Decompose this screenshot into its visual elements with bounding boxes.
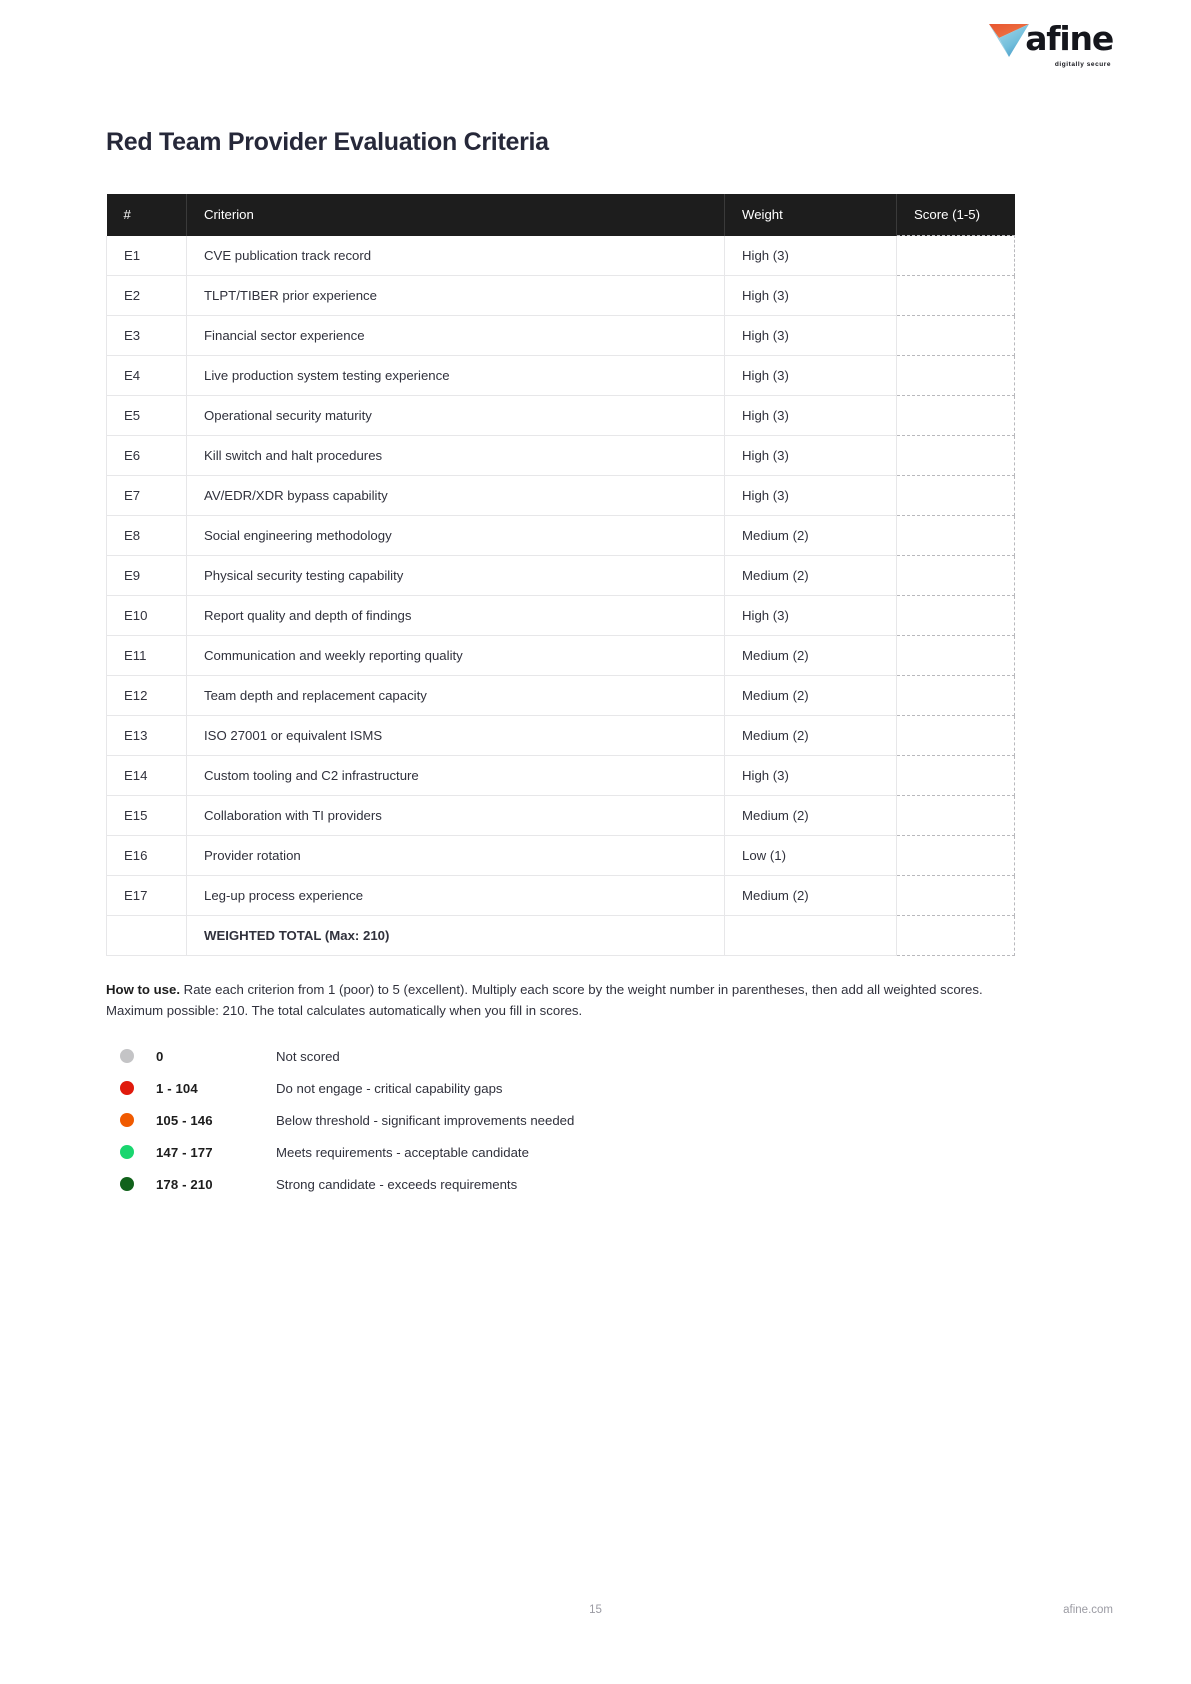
legend-item (114, 1168, 1014, 1200)
cell-criterion-text: Physical security testing capability (187, 555, 725, 595)
cell-criterion-text: Provider rotation (187, 835, 725, 875)
cell-weight: High (3) (725, 275, 897, 315)
score-legend (114, 1040, 1014, 1200)
table-row (107, 715, 1015, 755)
cell-weight: Medium (2) (725, 635, 897, 675)
cell-criterion-text: Live production system testing experience (187, 355, 725, 395)
legend-item (114, 1040, 1014, 1072)
cell-criterion-text: Leg-up process experience (187, 875, 725, 915)
table-row (107, 675, 1015, 715)
score-input-cell[interactable] (897, 355, 1015, 395)
legend-score-range: 1 - 104 (156, 1080, 198, 1096)
how-to-use-note (106, 979, 1006, 1022)
legend-score-range: 147 - 177 (156, 1144, 213, 1160)
legend-description: Meets requirements - acceptable candidate (276, 1144, 529, 1160)
cell-weight: High (3) (725, 475, 897, 515)
cell-criterion-text: Operational security maturity (187, 395, 725, 435)
cell-weight: High (3) (725, 755, 897, 795)
legend-description: Do not engage - critical capability gaps (276, 1080, 503, 1096)
cell-criterion-id: E6 (107, 435, 187, 475)
column-header-criterion: Criterion (187, 194, 725, 236)
score-input-cell[interactable] (897, 795, 1015, 835)
cell-criterion-text: Financial sector experience (187, 315, 725, 355)
cell-criterion-id: E3 (107, 315, 187, 355)
cell-criterion-id: E7 (107, 475, 187, 515)
table-header-row (107, 194, 1015, 236)
score-input-cell[interactable] (897, 315, 1015, 355)
legend-score-range: 0 (156, 1048, 164, 1064)
column-header-weight: Weight (725, 194, 897, 236)
cell-weight: High (3) (725, 435, 897, 475)
table-row (107, 635, 1015, 675)
cell-weight: High (3) (725, 355, 897, 395)
score-input-cell[interactable] (897, 595, 1015, 635)
cell-criterion-text: CVE publication track record (187, 236, 725, 276)
score-input-cell[interactable] (897, 515, 1015, 555)
evaluation-criteria-table (106, 194, 1015, 956)
score-input-cell[interactable] (897, 475, 1015, 515)
how-to-use-text: Rate each criterion from 1 (poor) to 5 (excellent). Multiply each score by the weight number in parentheses, then add all weighted scores. Maximum possible: 210. The total calculates automatically when you fill in scores. (106, 981, 983, 1018)
cell-total-weight (725, 915, 897, 955)
cell-criterion-id: E1 (107, 236, 187, 276)
table-row (107, 475, 1015, 515)
column-header-number: # (107, 194, 187, 236)
score-input-cell[interactable] (897, 675, 1015, 715)
legend-color-dot-icon (120, 1113, 134, 1127)
legend-description: Below threshold - significant improvements needed (276, 1112, 575, 1128)
how-to-use-label: How to use. (106, 981, 180, 997)
cell-criterion-id: E9 (107, 555, 187, 595)
cell-criterion-id: E5 (107, 395, 187, 435)
score-input-cell[interactable] (897, 555, 1015, 595)
cell-criterion-text: Kill switch and halt procedures (187, 435, 725, 475)
cell-criterion-id: E8 (107, 515, 187, 555)
cell-weight: Medium (2) (725, 555, 897, 595)
table-row (107, 395, 1015, 435)
score-input-cell[interactable] (897, 635, 1015, 675)
cell-weight: Low (1) (725, 835, 897, 875)
table-row (107, 275, 1015, 315)
table-row (107, 835, 1015, 875)
table-row (107, 236, 1015, 276)
cell-weight: Medium (2) (725, 675, 897, 715)
table-total-row (107, 915, 1015, 955)
legend-description: Not scored (276, 1048, 340, 1064)
cell-criterion-id: E10 (107, 595, 187, 635)
cell-weight: High (3) (725, 315, 897, 355)
score-input-cell[interactable] (897, 275, 1015, 315)
cell-weight: High (3) (725, 395, 897, 435)
page-footer (0, 1604, 1191, 1624)
logo-wordmark: afine (1025, 18, 1113, 58)
legend-color-dot-icon (120, 1177, 134, 1191)
cell-total-label: WEIGHTED TOTAL (Max: 210) (187, 915, 725, 955)
cell-criterion-text: Communication and weekly reporting quality (187, 635, 725, 675)
cell-criterion-id: E4 (107, 355, 187, 395)
legend-item (114, 1104, 1014, 1136)
score-input-cell[interactable] (897, 236, 1015, 276)
score-input-cell[interactable] (897, 395, 1015, 435)
table-header (107, 194, 1015, 236)
cell-criterion-id: E13 (107, 715, 187, 755)
page-title: Red Team Provider Evaluation Criteria (106, 128, 549, 156)
legend-score-range: 178 - 210 (156, 1176, 213, 1192)
column-header-score: Score (1-5) (897, 194, 1015, 236)
legend-color-dot-icon (120, 1049, 134, 1063)
legend-item (114, 1136, 1014, 1168)
table-body (107, 236, 1015, 956)
legend-color-dot-icon (120, 1145, 134, 1159)
cell-weight: High (3) (725, 236, 897, 276)
cell-weight: Medium (2) (725, 875, 897, 915)
cell-total-score[interactable] (897, 915, 1015, 955)
cell-criterion-id: E2 (107, 275, 187, 315)
logo-tagline: digitally secure (1054, 61, 1111, 68)
cell-criterion-text: ISO 27001 or equivalent ISMS (187, 715, 725, 755)
cell-criterion-id: E11 (107, 635, 187, 675)
legend-description: Strong candidate - exceeds requirements (276, 1176, 518, 1192)
table-row (107, 795, 1015, 835)
cell-weight: Medium (2) (725, 795, 897, 835)
table-row (107, 595, 1015, 635)
footer-page-number: 15 (589, 1604, 602, 1616)
score-input-cell[interactable] (897, 755, 1015, 795)
cell-criterion-text: Custom tooling and C2 infrastructure (187, 755, 725, 795)
cell-criterion-id: E14 (107, 755, 187, 795)
footer-website: afine.com (1063, 1604, 1113, 1616)
page-content (106, 0, 1014, 1200)
cell-criterion-text: Team depth and replacement capacity (187, 675, 725, 715)
table-row (107, 555, 1015, 595)
score-input-cell[interactable] (897, 875, 1015, 915)
cell-criterion-id: E15 (107, 795, 187, 835)
legend-item (114, 1072, 1014, 1104)
score-input-cell[interactable] (897, 435, 1015, 475)
cell-criterion-id: E12 (107, 675, 187, 715)
cell-criterion-text: Collaboration with TI providers (187, 795, 725, 835)
legend-score-range: 105 - 146 (156, 1112, 213, 1128)
cell-criterion-text: AV/EDR/XDR bypass capability (187, 475, 725, 515)
score-input-cell[interactable] (897, 715, 1015, 755)
score-input-cell[interactable] (897, 835, 1015, 875)
table-row (107, 315, 1015, 355)
cell-total-id (107, 915, 187, 955)
table-row (107, 755, 1015, 795)
cell-weight: Medium (2) (725, 515, 897, 555)
cell-criterion-id: E17 (107, 875, 187, 915)
legend-color-dot-icon (120, 1081, 134, 1095)
table-row (107, 355, 1015, 395)
table-row (107, 435, 1015, 475)
cell-weight: High (3) (725, 595, 897, 635)
cell-criterion-id: E16 (107, 835, 187, 875)
cell-weight: Medium (2) (725, 715, 897, 755)
table-row (107, 875, 1015, 915)
cell-criterion-text: TLPT/TIBER prior experience (187, 275, 725, 315)
cell-criterion-text: Social engineering methodology (187, 515, 725, 555)
cell-criterion-text: Report quality and depth of findings (187, 595, 725, 635)
table-row (107, 515, 1015, 555)
